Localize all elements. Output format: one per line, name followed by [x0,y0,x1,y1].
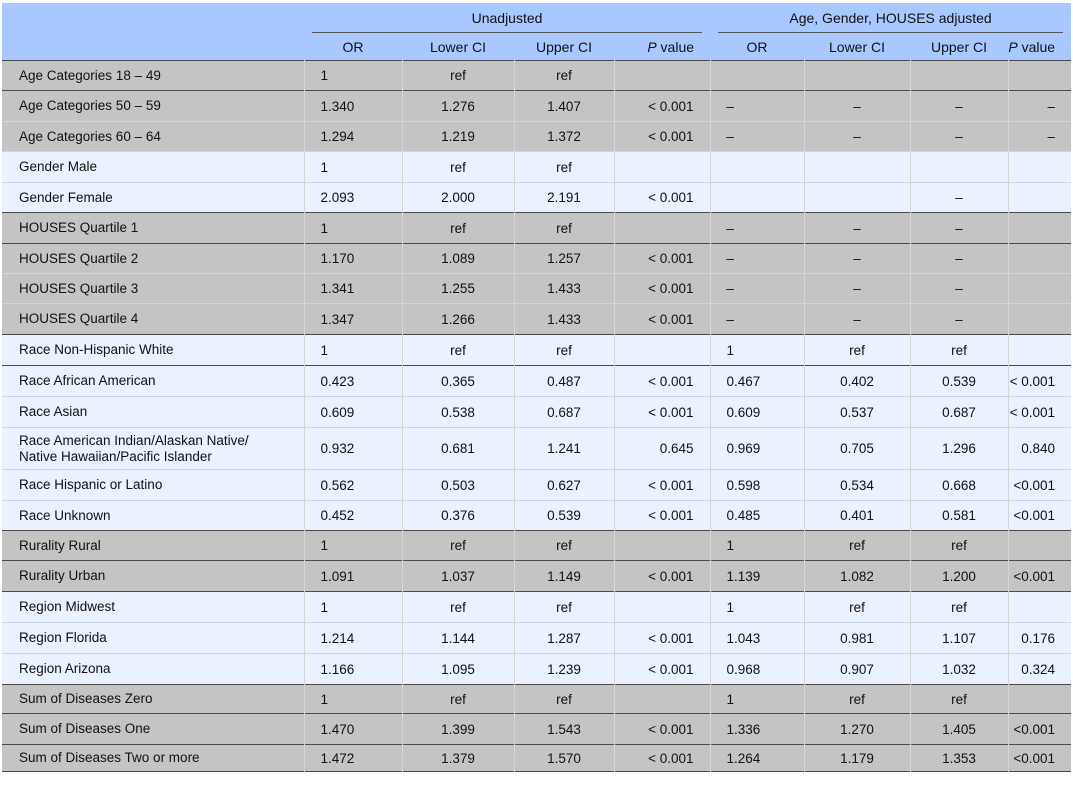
adj-lower-ci-cell: 0.534 [804,470,910,501]
row-label-line: Rurality Rural [19,537,101,553]
unadj-upper-ci-cell: ref [514,592,614,623]
row-label-line: Rurality Urban [19,568,106,583]
unadj-or-cell: 1 [304,685,402,714]
adj-upper-ci-cell: 1.353 [910,745,1008,772]
adj-lower-ci-cell: ref [804,685,910,714]
adj-p-value-cell: <0.001 [1008,470,1071,501]
unadj-lower-ci-cell: 0.365 [402,366,514,397]
unadj-upper-ci-cell: ref [514,685,614,714]
group-unadjusted-label: Unadjusted [471,10,543,26]
adj-or-cell: – [710,274,804,304]
unadj-or-cell: 1.091 [304,561,402,592]
adj-p-value-cell: <0.001 [1008,745,1071,772]
adj-upper-ci-cell: – [910,244,1008,274]
adj-or-cell: 0.969 [710,428,804,470]
unadj-p-value-cell: < 0.001 [614,397,710,428]
table-row [2,397,1071,428]
row-label [2,501,304,531]
row-label [2,654,304,685]
adj-p-value-cell: 0.324 [1008,654,1071,685]
unadj-lower-ci-cell: ref [402,61,514,91]
unadj-upper-ci-cell: 1.433 [514,274,614,304]
adj-or-cell [710,183,804,213]
unadj-lower-ci-cell: 1.266 [402,304,514,335]
adj-lower-ci-cell: ref [804,592,910,623]
unadj-lower-ci-cell: 1.089 [402,244,514,274]
row-label-line: Sum of Diseases One [19,721,151,736]
adj-upper-ci-cell: 1.405 [910,714,1008,745]
adj-p-value-cell: – [1008,91,1071,122]
row-label-line: Race Hispanic or Latino [19,477,163,492]
adj-lower-ci-cell: – [804,274,910,304]
adj-p-value-cell: 0.840 [1008,428,1071,470]
row-label-line: HOUSES Quartile 3 [19,280,139,296]
adj-upper-ci-cell: ref [910,335,1008,366]
unadj-p-value-cell: < 0.001 [614,623,710,654]
unadj-or-cell: 1.170 [304,244,402,274]
adj-upper-ci-cell: ref [910,531,1008,561]
adj-lower-ci-cell: – [804,91,910,122]
row-label [2,428,304,470]
row-label-line: HOUSES Quartile 4 [19,311,139,326]
adj-lower-ci-cell: ref [804,335,910,366]
table-row [2,213,1071,244]
unadj-lower-ci-cell: 1.144 [402,623,514,654]
adj-lower-ci-cell [804,61,910,91]
unadj-p-value-cell [614,592,710,623]
adj-upper-ci-cell: 0.539 [910,366,1008,397]
unadj-lower-ci-cell: 1.219 [402,122,514,152]
row-label-line: Race Unknown [19,507,111,523]
adj-or-cell: 0.598 [710,470,804,501]
adj-lower-ci-cell: 0.401 [804,501,910,531]
adj-p-value-cell: 0.176 [1008,623,1071,654]
row-label [2,366,304,397]
unadj-or-cell: 1.472 [304,745,402,772]
row-label-line: Region Florida [19,630,107,645]
adj-or-cell: 0.485 [710,501,804,531]
unadj-lower-ci-cell: 1.399 [402,714,514,745]
row-label [2,745,304,772]
row-label [2,244,304,274]
row-label-line: Age Categories 18 – 49 [19,67,161,83]
row-label [2,531,304,561]
table-row [2,685,1071,714]
row-label [2,470,304,501]
row-label [2,61,304,91]
unadj-p-value-cell [614,213,710,244]
p-rest-adj: value [1017,38,1056,55]
table-row [2,335,1071,366]
adj-p-value-cell [1008,531,1071,561]
unadj-or-cell: 1 [304,531,402,561]
unadj-upper-ci-cell: 1.287 [514,623,614,654]
col-or-unadjusted: OR [304,33,402,61]
adj-or-cell: – [710,213,804,244]
adj-or-cell: 1 [710,335,804,366]
row-label-line: Region Arizona [19,661,111,676]
unadj-p-value-cell: < 0.001 [614,91,710,122]
unadj-lower-ci-cell: 1.379 [402,745,514,772]
table-row [2,61,1071,91]
unadj-lower-ci-cell: 0.538 [402,397,514,428]
adj-p-value-cell [1008,244,1071,274]
unadj-p-value-cell: < 0.001 [614,561,710,592]
unadj-or-cell: 1 [304,592,402,623]
unadj-p-value-cell [614,531,710,561]
adj-lower-ci-cell: – [804,304,910,335]
adj-upper-ci-cell: – [910,213,1008,244]
unadj-upper-ci-cell: ref [514,213,614,244]
unadj-or-cell: 1 [304,152,402,183]
adj-lower-ci-cell: – [804,244,910,274]
unadj-upper-ci-cell: 1.570 [514,745,614,772]
unadj-lower-ci-cell: 0.681 [402,428,514,470]
adj-upper-ci-cell: – [910,274,1008,304]
unadj-p-value-cell [614,61,710,91]
col-p-value-adjusted [1008,33,1071,61]
row-label [2,561,304,592]
unadj-lower-ci-cell: 0.503 [402,470,514,501]
unadj-lower-ci-cell: 1.276 [402,91,514,122]
col-lower-ci-adjusted: Lower CI [804,33,910,61]
unadj-upper-ci-cell: 1.407 [514,91,614,122]
adj-p-value-cell [1008,685,1071,714]
row-label [2,397,304,428]
unadj-upper-ci-cell: 0.627 [514,470,614,501]
adj-or-cell: – [710,304,804,335]
adj-upper-ci-cell: – [910,183,1008,213]
table-row [2,304,1071,335]
row-label-line: Region Midwest [19,599,116,614]
row-label [2,152,304,183]
table-row [2,592,1071,623]
adj-or-cell: 0.467 [710,366,804,397]
unadj-p-value-cell [614,152,710,183]
unadj-p-value-cell [614,335,710,366]
unadj-lower-ci-cell: ref [402,685,514,714]
table-row [2,152,1071,183]
unadj-or-cell: 1.166 [304,654,402,685]
unadj-or-cell: 1.470 [304,714,402,745]
row-label-line: Sum of Diseases Zero [19,691,153,706]
unadj-upper-ci-cell: 1.239 [514,654,614,685]
table-row [2,745,1071,772]
unadj-lower-ci-cell: 2.000 [402,183,514,213]
header-group-row [2,3,1071,33]
table-row [2,470,1071,501]
unadj-p-value-cell: < 0.001 [614,366,710,397]
table-row [2,274,1071,304]
row-label-line: Race Non-Hispanic White [19,342,174,357]
row-label [2,685,304,714]
unadj-or-cell: 2.093 [304,183,402,213]
unadj-upper-ci-cell: 1.433 [514,304,614,335]
unadj-p-value-cell: 0.645 [614,428,710,470]
adj-or-cell: 1.043 [710,623,804,654]
row-label [2,183,304,213]
header-blank [2,3,304,33]
adj-lower-ci-cell: ref [804,531,910,561]
adj-p-value-cell [1008,61,1071,91]
adj-upper-ci-cell: 1.200 [910,561,1008,592]
unadj-or-cell: 0.562 [304,470,402,501]
adj-p-value-cell: < 0.001 [1008,397,1071,428]
adj-upper-ci-cell: – [910,304,1008,335]
row-label [2,304,304,335]
adj-or-cell: – [710,122,804,152]
row-label-line-2: Native Hawaiian/Pacific Islander [19,448,212,464]
row-label-line: HOUSES Quartile 2 [19,250,139,266]
adj-lower-ci-cell: – [804,122,910,152]
p-italic-adj: P [1008,38,1018,55]
unadj-upper-ci-cell: ref [514,531,614,561]
row-label [2,122,304,152]
header-blank-2 [2,33,304,61]
adj-lower-ci-cell: 1.082 [804,561,910,592]
row-label [2,623,304,654]
adj-or-cell: 1 [710,592,804,623]
adj-p-value-cell [1008,152,1071,183]
adj-upper-ci-cell: ref [910,592,1008,623]
row-label-line: Gender Female [19,189,113,205]
col-lower-ci-unadjusted: Lower CI [402,33,514,61]
unadj-or-cell: 0.609 [304,397,402,428]
adj-p-value-cell: <0.001 [1008,561,1071,592]
adj-p-value-cell [1008,592,1071,623]
group-unadjusted-header [304,3,710,33]
unadj-upper-ci-cell: ref [514,335,614,366]
unadj-or-cell: 1 [304,335,402,366]
adj-upper-ci-cell: 1.296 [910,428,1008,470]
unadj-p-value-cell: < 0.001 [614,501,710,531]
row-label-line: Gender Male [19,159,98,174]
adj-upper-ci-cell: 1.107 [910,623,1008,654]
table-row [2,654,1071,685]
p-rest: value [656,38,695,55]
unadj-p-value-cell: < 0.001 [614,714,710,745]
row-label-line: Age Categories 50 – 59 [19,98,161,113]
group-adjusted-header [710,3,1071,33]
unadj-upper-ci-cell: ref [514,61,614,91]
adj-lower-ci-cell: – [804,213,910,244]
unadj-lower-ci-cell: ref [402,335,514,366]
unadj-upper-ci-cell: 1.543 [514,714,614,745]
unadj-or-cell: 1 [304,213,402,244]
adj-or-cell: 1.336 [710,714,804,745]
unadj-lower-ci-cell: ref [402,592,514,623]
header-column-row [2,33,1071,61]
unadj-lower-ci-cell: ref [402,213,514,244]
adj-p-value-cell: <0.001 [1008,714,1071,745]
unadj-or-cell: 0.423 [304,366,402,397]
unadj-or-cell: 1.347 [304,304,402,335]
unadj-p-value-cell: < 0.001 [614,244,710,274]
unadj-upper-ci-cell: 1.149 [514,561,614,592]
row-label-line: HOUSES Quartile 1 [19,220,139,235]
adj-lower-ci-cell [804,152,910,183]
unadj-lower-ci-cell: 0.376 [402,501,514,531]
unadj-p-value-cell: < 0.001 [614,470,710,501]
unadj-p-value-cell: < 0.001 [614,274,710,304]
row-label-line: Sum of Diseases Two or more [19,750,200,765]
unadj-lower-ci-cell: 1.255 [402,274,514,304]
adj-or-cell: 1 [710,685,804,714]
adj-upper-ci-cell: 1.032 [910,654,1008,685]
adj-p-value-cell: < 0.001 [1008,366,1071,397]
table-row [2,122,1071,152]
table-row [2,531,1071,561]
adj-p-value-cell [1008,274,1071,304]
unadj-lower-ci-cell: ref [402,531,514,561]
table-row [2,428,1071,470]
adj-lower-ci-cell: 1.270 [804,714,910,745]
table-row [2,91,1071,122]
col-upper-ci-unadjusted: Upper CI [514,33,614,61]
row-label [2,213,304,244]
adj-or-cell: 0.609 [710,397,804,428]
unadj-upper-ci-cell: 0.539 [514,501,614,531]
unadj-lower-ci-cell: 1.095 [402,654,514,685]
adj-upper-ci-cell: 0.668 [910,470,1008,501]
col-upper-ci-adjusted: Upper CI [910,33,1008,61]
unadj-or-cell: 1.341 [304,274,402,304]
adj-p-value-cell [1008,213,1071,244]
table-row [2,501,1071,531]
adj-upper-ci-cell: 0.581 [910,501,1008,531]
row-label-line: Race Asian [19,404,88,419]
col-or-adjusted: OR [710,33,804,61]
unadj-p-value-cell: < 0.001 [614,183,710,213]
unadj-upper-ci-cell: ref [514,152,614,183]
unadj-upper-ci-cell: 0.487 [514,366,614,397]
adj-p-value-cell: – [1008,122,1071,152]
adj-lower-ci-cell: 1.179 [804,745,910,772]
row-label-line: Race African American [19,373,156,388]
col-p-value-unadjusted [614,33,710,61]
adj-p-value-cell [1008,183,1071,213]
row-label-line: Age Categories 60 – 64 [19,128,161,144]
adj-lower-ci-cell [804,183,910,213]
adj-lower-ci-cell: 0.907 [804,654,910,685]
unadj-or-cell: 1.214 [304,623,402,654]
unadj-or-cell: 0.452 [304,501,402,531]
row-label [2,91,304,122]
unadj-upper-ci-cell: 1.372 [514,122,614,152]
adj-or-cell: 1.139 [710,561,804,592]
unadj-or-cell: 1 [304,61,402,91]
unadj-p-value-cell: < 0.001 [614,304,710,335]
row-label-line: Race American Indian/Alaskan Native/ [19,432,249,448]
row-label [2,714,304,745]
unadj-or-cell: 1.294 [304,122,402,152]
adj-upper-ci-cell [910,152,1008,183]
group-adjusted-label: Age, Gender, HOUSES adjusted [789,10,992,26]
unadj-or-cell: 0.932 [304,428,402,470]
adj-or-cell: – [710,244,804,274]
unadj-upper-ci-cell: 1.241 [514,428,614,470]
table-row [2,244,1071,274]
unadj-lower-ci-cell: ref [402,152,514,183]
adj-p-value-cell [1008,304,1071,335]
table-row [2,714,1071,745]
row-label [2,592,304,623]
table-row [2,561,1071,592]
row-label [2,335,304,366]
adj-upper-ci-cell: ref [910,685,1008,714]
adj-upper-ci-cell [910,61,1008,91]
adj-upper-ci-cell: 0.687 [910,397,1008,428]
unadj-upper-ci-cell: 0.687 [514,397,614,428]
adj-p-value-cell [1008,335,1071,366]
odds-ratio-table [2,3,1071,772]
adj-or-cell [710,152,804,183]
row-label [2,274,304,304]
adj-lower-ci-cell: 0.402 [804,366,910,397]
adj-upper-ci-cell: – [910,122,1008,152]
unadj-p-value-cell: < 0.001 [614,122,710,152]
adj-or-cell: – [710,91,804,122]
unadj-upper-ci-cell: 2.191 [514,183,614,213]
unadj-or-cell: 1.340 [304,91,402,122]
unadj-p-value-cell: < 0.001 [614,654,710,685]
adj-or-cell: 0.968 [710,654,804,685]
adj-upper-ci-cell: – [910,91,1008,122]
adj-p-value-cell: <0.001 [1008,501,1071,531]
adj-or-cell: 1.264 [710,745,804,772]
unadj-p-value-cell [614,685,710,714]
adj-lower-ci-cell: 0.705 [804,428,910,470]
unadj-lower-ci-cell: 1.037 [402,561,514,592]
adj-or-cell: 1 [710,531,804,561]
adj-lower-ci-cell: 0.981 [804,623,910,654]
unadj-upper-ci-cell: 1.257 [514,244,614,274]
adj-lower-ci-cell: 0.537 [804,397,910,428]
unadj-p-value-cell: < 0.001 [614,745,710,772]
table-row [2,623,1071,654]
p-italic: P [647,38,657,55]
table-row [2,183,1071,213]
adj-or-cell [710,61,804,91]
table-row [2,366,1071,397]
